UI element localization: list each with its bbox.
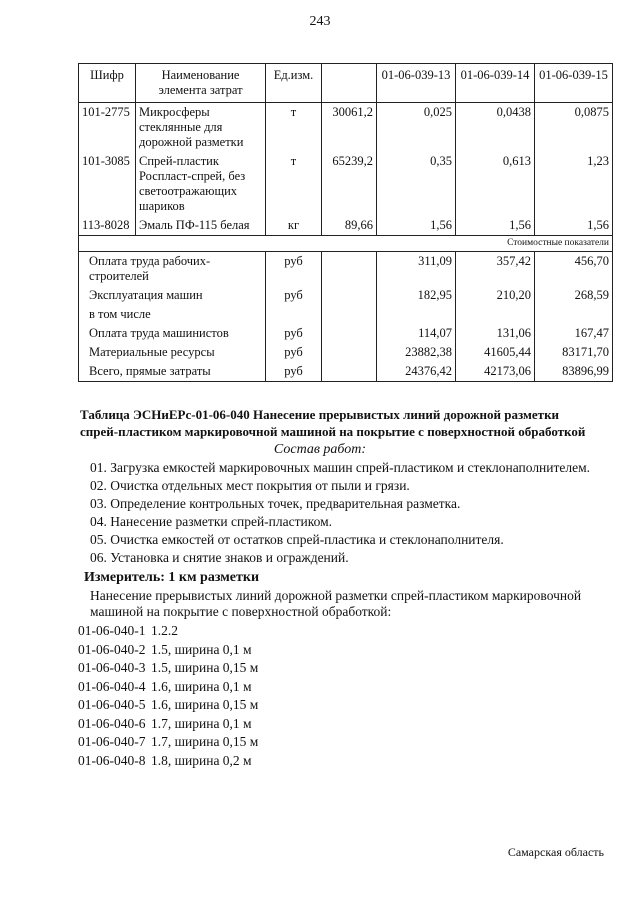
cell-value-14: 0,0438 bbox=[456, 103, 535, 153]
summary-name: Эксплуатация машин bbox=[79, 286, 266, 305]
code-text: 1.8, ширина 0,2 м bbox=[151, 752, 252, 768]
cell-price: 89,66 bbox=[322, 216, 377, 236]
summary-row bbox=[79, 343, 613, 362]
work-item: 02. Очистка отдельных мест покрытия от пыли и грязи. bbox=[90, 478, 410, 493]
cell-name: Спрей-пластик Роспласт-спрей, без светоотражающих шариков bbox=[136, 152, 266, 216]
section-title: Таблица ЭСНиЕРс-01-06-040 Нанесение прерывистых линий дорожной разметки спрей-пластиком маркировочной машиной на покрытие с поверхностной обработкой bbox=[80, 407, 586, 439]
code-number: 01-06-040-3 bbox=[78, 660, 146, 675]
code-row bbox=[78, 678, 258, 697]
code-number: 01-06-040-4 bbox=[78, 678, 146, 694]
works-heading: Состав работ: bbox=[273, 442, 367, 457]
summary-empty bbox=[322, 324, 377, 343]
table-row bbox=[79, 103, 613, 153]
code-row bbox=[78, 641, 258, 660]
cell-value-13: 0,35 bbox=[377, 152, 456, 216]
summary-row bbox=[79, 252, 613, 287]
header-col-13: 01-06-039-13 bbox=[377, 64, 456, 103]
summary-value-14: 357,42 bbox=[456, 252, 535, 287]
cell-value-13: 0,025 bbox=[377, 103, 456, 153]
work-item: 03. Определение контрольных точек, предварительная разметка. bbox=[90, 496, 461, 511]
code-number: 01-06-040-2 bbox=[78, 641, 146, 657]
summary-value-15 bbox=[535, 305, 613, 324]
resource-table bbox=[78, 63, 613, 382]
cell-value-14: 1,56 bbox=[456, 216, 535, 236]
code-number: 01-06-040-8 bbox=[78, 752, 146, 768]
code-text: 1.6, ширина 0,15 м bbox=[151, 697, 259, 712]
work-item: 04. Нанесение разметки спрей-пластиком. bbox=[90, 514, 333, 529]
code-text: 1.5, ширина 0,1 м bbox=[151, 641, 252, 657]
cell-code: 113-8028 bbox=[79, 216, 136, 236]
summary-empty bbox=[322, 362, 377, 382]
summary-unit: руб bbox=[266, 252, 322, 287]
work-item: 01. Загрузка емкостей маркировочных машин спрей-пластиком и стеклонаполнителем. bbox=[90, 460, 591, 475]
summary-value-13: 114,07 bbox=[377, 324, 456, 343]
code-number: 01-06-040-7 bbox=[78, 734, 146, 749]
code-number: 01-06-040-6 bbox=[78, 715, 146, 731]
summary-unit: руб bbox=[266, 343, 322, 362]
summary-name: Оплата труда машинистов bbox=[79, 324, 266, 343]
summary-value-15: 456,70 bbox=[535, 252, 613, 287]
cell-value-15: 0,0875 bbox=[535, 103, 613, 153]
cell-price: 65239,2 bbox=[322, 152, 377, 216]
summary-name: Материальные ресурсы bbox=[79, 343, 266, 362]
code-text: 1.7, ширина 0,1 м bbox=[151, 715, 252, 731]
header-col-15: 01-06-039-15 bbox=[535, 64, 613, 103]
header-price bbox=[322, 64, 377, 103]
summary-unit: руб bbox=[266, 362, 322, 382]
summary-value-14: 131,06 bbox=[456, 324, 535, 343]
code-text: 1.5, ширина 0,15 м bbox=[151, 660, 259, 675]
cost-caption-row bbox=[79, 236, 613, 252]
cell-name: Эмаль ПФ-115 белая bbox=[136, 216, 266, 236]
summary-name: Оплата труда рабочих-строителей bbox=[79, 252, 266, 287]
summary-value-13: 23882,38 bbox=[377, 343, 456, 362]
summary-row bbox=[79, 362, 613, 382]
cell-code: 101-2775 bbox=[79, 103, 136, 153]
summary-value-15: 83171,70 bbox=[535, 343, 613, 362]
cell-value-15: 1,23 bbox=[535, 152, 613, 216]
table-row bbox=[79, 216, 613, 236]
work-item: 05. Очистка емкостей от остатков спрей-пластика и стеклонаполнителя. bbox=[90, 532, 504, 547]
summary-value-13 bbox=[377, 305, 456, 324]
summary-value-15: 167,47 bbox=[535, 324, 613, 343]
summary-value-15: 83896,99 bbox=[535, 362, 613, 382]
codes-list bbox=[78, 622, 258, 770]
code-row bbox=[78, 622, 258, 641]
code-number: 01-06-040-1 bbox=[78, 623, 146, 638]
cell-name: Микросферы стеклянные для дорожной разметки bbox=[136, 103, 266, 153]
summary-row bbox=[79, 286, 613, 305]
code-row bbox=[78, 659, 258, 678]
summary-unit: руб bbox=[266, 324, 322, 343]
cell-unit: кг bbox=[266, 216, 322, 236]
summary-row bbox=[79, 305, 613, 324]
summary-value-15: 268,59 bbox=[535, 286, 613, 305]
code-row bbox=[78, 696, 258, 715]
code-row bbox=[78, 715, 258, 734]
cost-caption: Стоимостные показатели bbox=[79, 236, 613, 252]
summary-row bbox=[79, 324, 613, 343]
summary-value-14: 42173,06 bbox=[456, 362, 535, 382]
cell-code: 101-3085 bbox=[79, 152, 136, 216]
cell-unit: т bbox=[266, 152, 322, 216]
code-text: 1.2.2 bbox=[151, 623, 178, 638]
summary-value-13: 311,09 bbox=[377, 252, 456, 287]
summary-value-14: 210,20 bbox=[456, 286, 535, 305]
measure-unit: Измеритель: 1 км разметки bbox=[84, 570, 260, 585]
code-row bbox=[78, 733, 258, 752]
works-list bbox=[90, 459, 590, 567]
summary-empty bbox=[322, 305, 377, 324]
cell-value-15: 1,56 bbox=[535, 216, 613, 236]
work-item: 06. Установка и снятие знаков и ограждений. bbox=[90, 550, 349, 565]
table-header-row bbox=[79, 64, 613, 103]
summary-empty bbox=[322, 286, 377, 305]
code-text: 1.6, ширина 0,1 м bbox=[151, 678, 252, 694]
code-text: 1.7, ширина 0,15 м bbox=[151, 734, 259, 749]
summary-name: Всего, прямые затраты bbox=[79, 362, 266, 382]
cell-value-14: 0,613 bbox=[456, 152, 535, 216]
summary-value-14: 41605,44 bbox=[456, 343, 535, 362]
summary-value-13: 24376,42 bbox=[377, 362, 456, 382]
page-number: 243 bbox=[309, 14, 331, 29]
description: Нанесение прерывистых линий дорожной разметки спрей-пластиком маркировочной машиной на покрытие с поверхностной обработкой: bbox=[90, 588, 582, 619]
code-row bbox=[78, 752, 258, 771]
header-col-14: 01-06-039-14 bbox=[456, 64, 535, 103]
summary-empty bbox=[322, 343, 377, 362]
header-code: Шифр bbox=[79, 64, 136, 103]
summary-unit bbox=[266, 305, 322, 324]
cell-price: 30061,2 bbox=[322, 103, 377, 153]
header-unit: Ед.изм. bbox=[266, 64, 322, 103]
summary-name: в том числе bbox=[79, 305, 266, 324]
summary-value-13: 182,95 bbox=[377, 286, 456, 305]
summary-value-14 bbox=[456, 305, 535, 324]
summary-empty bbox=[322, 252, 377, 287]
code-number: 01-06-040-5 bbox=[78, 697, 146, 712]
cell-value-13: 1,56 bbox=[377, 216, 456, 236]
cell-unit: т bbox=[266, 103, 322, 153]
summary-unit: руб bbox=[266, 286, 322, 305]
header-name: Наименование элемента затрат bbox=[136, 64, 266, 103]
footer-region: Самарская область bbox=[507, 845, 604, 859]
table-row bbox=[79, 152, 613, 216]
